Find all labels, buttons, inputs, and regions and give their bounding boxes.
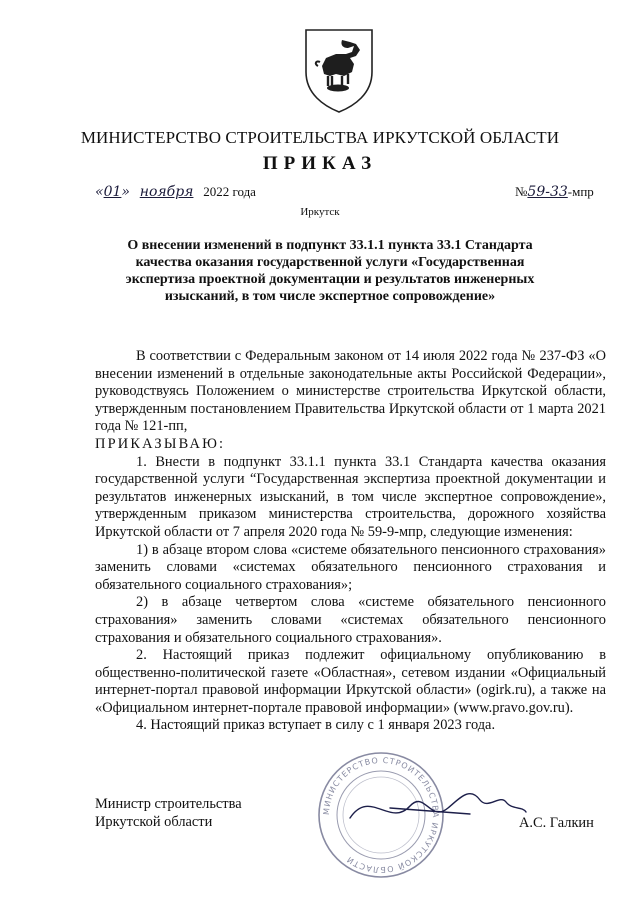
document-subject: О внесении изменений в подпункт 33.1.1 пункта 33.1 Стандарта качества оказания государственной услуги «Государственная экспертиза проектной документации и результатов инженерных изысканий, в том числе экспертное сопровождение» [125, 238, 535, 304]
item-1-1-paragraph: 1) в абзаце втором слова «системе обязательного пенсионного страхования» заменить словами «системах обязательного пенсионного страхования и обязательного социального страхования»; [95, 541, 606, 593]
signatory-name: А.С. Галкин [519, 815, 594, 831]
number-value: 59-33 [527, 184, 568, 200]
svg-text:МИНИСТЕРСТВО СТРОИТЕЛЬСТВА ИРК: МИНИСТЕРСТВО СТРОИТЕЛЬСТВА ИРКУТСКОЙ ОБЛАСТИ [321, 755, 441, 875]
order-word: ПРИКАЗЫВАЮ: [95, 435, 226, 452]
coat-of-arms-emblem [302, 26, 376, 114]
item-1-paragraph: 1. Внести в подпункт 33.1.1 пункта 33.1 Стандарта качества оказания государственной услуги “Государственная экспертиза проектной документации и результатов инженерных изысканий, в том числе экспертное сопровождение», утвержденным приказом министерства строительства, дорожного хозяйства Иркутской области от 7 апреля 2020 года № 59-9-мпр, следующие изменения: [95, 453, 606, 540]
document-body [95, 348, 606, 735]
date-month: ноября [139, 184, 194, 200]
handwritten-signature [330, 778, 530, 838]
signatory-position: Министр строительства Иркутской области [95, 796, 242, 830]
document-type: ПРИКАЗ [262, 153, 378, 174]
document-date: «01» ноября 2022 года [95, 184, 256, 200]
ministry-title: МИНИСТЕРСТВО СТРОИТЕЛЬСТВА ИРКУТСКОЙ ОБЛАСТИ [80, 128, 560, 147]
item-2-paragraph: 2. Настоящий приказ подлежит официальному опубликованию в общественно-политической газете «Областная», сетевом издании «Официальный интернет-портал правовой информации Иркутской области» (ogirk.ru), а также на «Официальном интернет-портале правовой информации» (www.pravo.gov.ru). [95, 647, 606, 716]
preamble-paragraph: В соответствии с Федеральным законом от 14 июля 2022 года № 237-ФЗ «О внесении изменений в отдельные законодательные акты Российской Федерации», руководствуясь Положением о министерстве строительства Иркутской области, утвержденным постановлением Правительства Иркутской области от 1 марта 2021 года № 121-пп, [95, 348, 606, 435]
document-number: №59-33-мпр [515, 184, 594, 200]
place-of-issue: Иркутск [300, 206, 340, 218]
date-year: 2022 года [203, 184, 256, 199]
item-1-2-paragraph: 2) в абзаце четвертом слова «системе обязательного пенсионного страхования» заменить словами «системах обязательного пенсионного страхования и обязательного социального страхования». [95, 594, 606, 646]
item-3-paragraph: 4. Настоящий приказ вступает в силу с 1 января 2023 года. [136, 717, 496, 734]
date-day: 01 [103, 184, 122, 200]
